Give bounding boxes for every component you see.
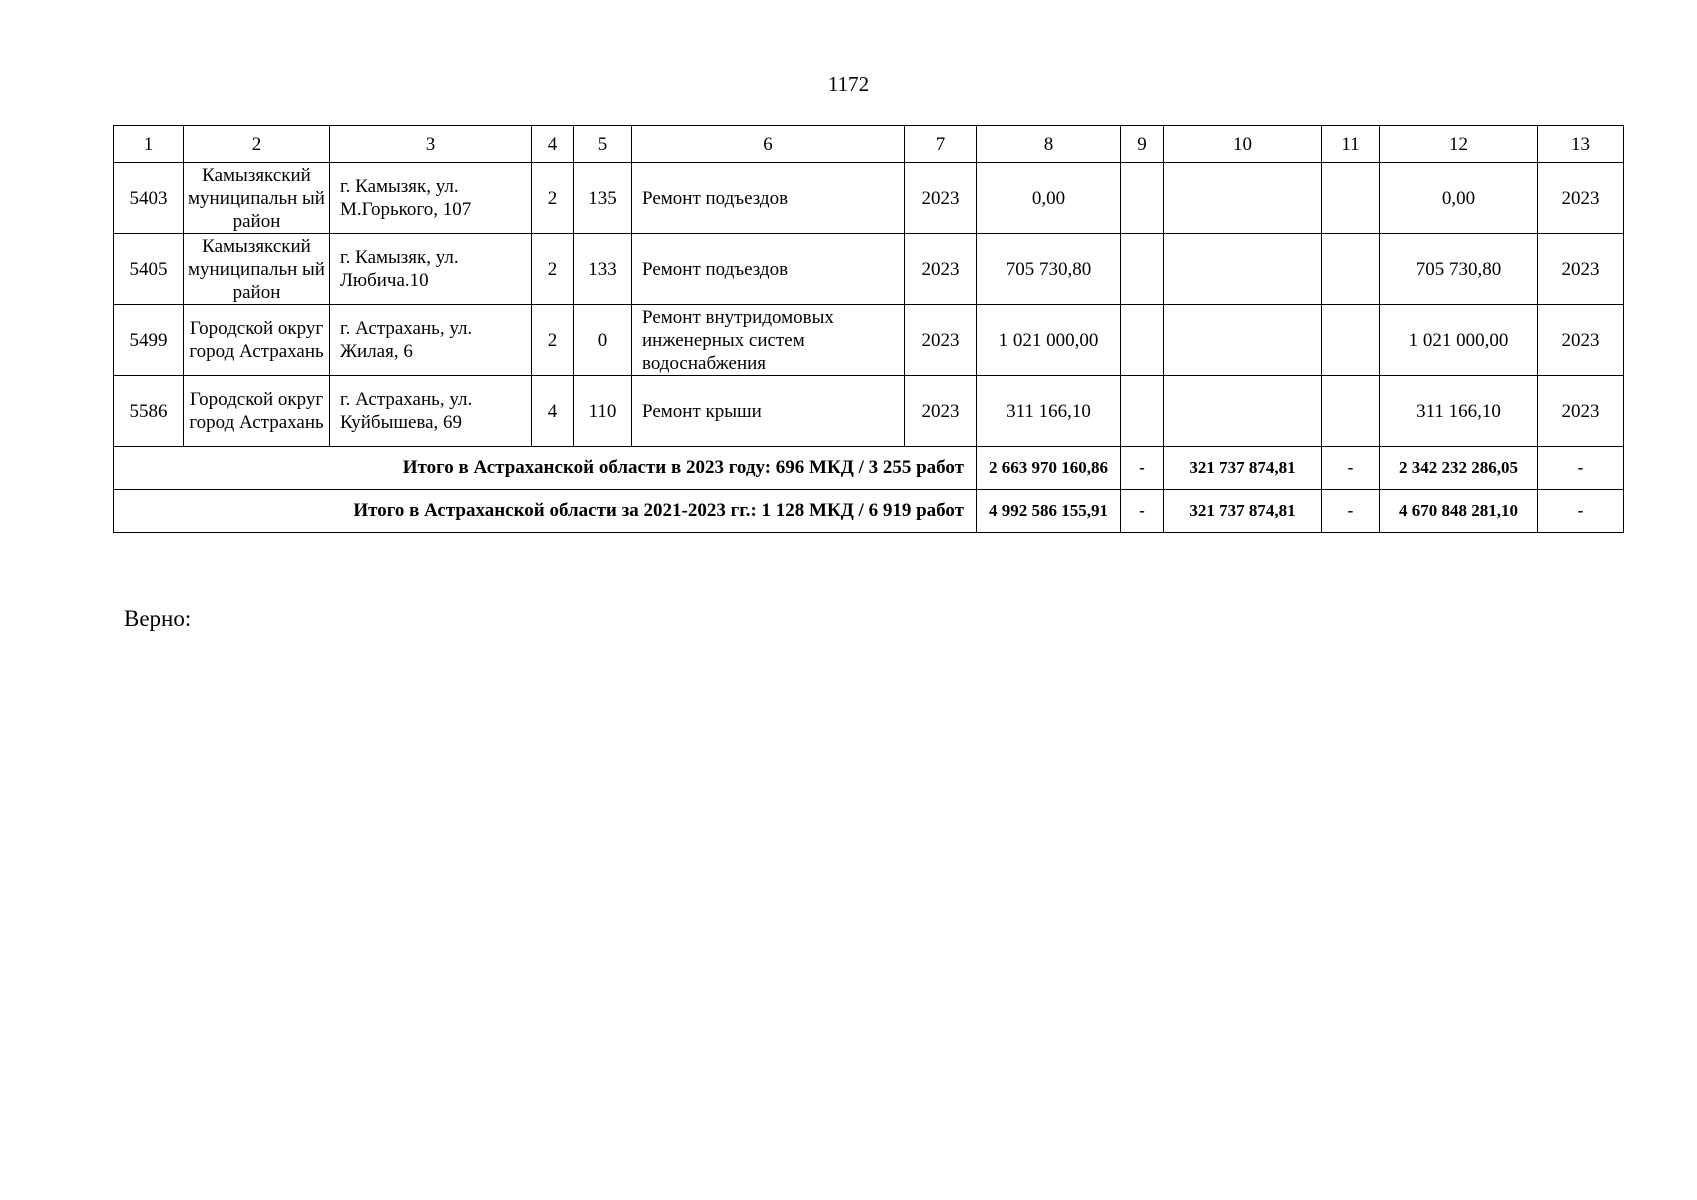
total-column-13-cell: - (1538, 447, 1624, 490)
column-number: 10 (1164, 126, 1322, 163)
address-cell: г. Камызяк, ул. М.Горького, 107 (330, 163, 532, 234)
year-cell: 2023 (905, 305, 977, 376)
municipality-cell: Камызякский муниципальн ый район (184, 234, 330, 305)
column-5-cell: 135 (574, 163, 632, 234)
column-10-cell (1164, 376, 1322, 447)
total-column-12-cell: 2 342 232 286,05 (1380, 447, 1538, 490)
municipality-cell: Городской округ город Астрахань (184, 376, 330, 447)
amount-cell: 0,00 (977, 163, 1121, 234)
totals-row (114, 490, 1624, 533)
totals-row (114, 447, 1624, 490)
column-10-cell (1164, 163, 1322, 234)
column-number: 6 (632, 126, 905, 163)
total-column-13-cell: - (1538, 490, 1624, 533)
total-amount-cell: 2 663 970 160,86 (977, 447, 1121, 490)
amount-cell: 311 166,10 (1380, 376, 1538, 447)
year-cell: 2023 (1538, 163, 1624, 234)
column-11-cell (1322, 163, 1380, 234)
year-cell: 2023 (1538, 234, 1624, 305)
amount-cell: 311 166,10 (977, 376, 1121, 447)
municipality-cell: Городской округ город Астрахань (184, 305, 330, 376)
table-body (114, 126, 1624, 533)
column-number: 7 (905, 126, 977, 163)
column-number: 4 (532, 126, 574, 163)
amount-cell: 705 730,80 (1380, 234, 1538, 305)
column-4-cell: 4 (532, 376, 574, 447)
year-cell: 2023 (905, 376, 977, 447)
amount-cell: 1 021 000,00 (1380, 305, 1538, 376)
year-cell: 2023 (1538, 305, 1624, 376)
total-column-11-cell: - (1322, 490, 1380, 533)
totals-label: Итого в Астраханской области в 2023 году: 696 МКД / 3 255 работ (114, 447, 977, 490)
verification-label: Верно: (124, 606, 192, 631)
address-cell: г. Астрахань, ул. Жилая, 6 (330, 305, 532, 376)
column-10-cell (1164, 234, 1322, 305)
work-type-cell: Ремонт крыши (632, 376, 905, 447)
total-column-9-cell: - (1121, 490, 1164, 533)
total-column-10-cell: 321 737 874,81 (1164, 447, 1322, 490)
column-4-cell: 2 (532, 305, 574, 376)
column-number: 2 (184, 126, 330, 163)
column-number: 3 (330, 126, 532, 163)
column-9-cell (1121, 376, 1164, 447)
total-column-11-cell: - (1322, 447, 1380, 490)
table-row (114, 376, 1624, 447)
column-number-row (114, 126, 1624, 163)
table-row (114, 234, 1624, 305)
table-row (114, 305, 1624, 376)
year-cell: 2023 (1538, 376, 1624, 447)
column-10-cell (1164, 305, 1322, 376)
address-cell: г. Астрахань, ул. Куйбышева, 69 (330, 376, 532, 447)
column-number: 11 (1322, 126, 1380, 163)
column-11-cell (1322, 376, 1380, 447)
column-number: 12 (1380, 126, 1538, 163)
column-number: 5 (574, 126, 632, 163)
year-cell: 2023 (905, 163, 977, 234)
page-number: 1172 (827, 72, 870, 96)
column-11-cell (1322, 234, 1380, 305)
column-9-cell (1121, 305, 1164, 376)
row-number-cell: 5403 (114, 163, 184, 234)
column-4-cell: 2 (532, 234, 574, 305)
work-type-cell: Ремонт внутридомовых инженерных систем водоснабжения (632, 305, 905, 376)
total-column-9-cell: - (1121, 447, 1164, 490)
total-column-12-cell: 4 670 848 281,10 (1380, 490, 1538, 533)
table-row (114, 163, 1624, 234)
column-5-cell: 133 (574, 234, 632, 305)
amount-cell: 705 730,80 (977, 234, 1121, 305)
works-table (113, 125, 1624, 533)
column-5-cell: 110 (574, 376, 632, 447)
totals-label: Итого в Астраханской области за 2021-2023 гг.: 1 128 МКД / 6 919 работ (114, 490, 977, 533)
row-number-cell: 5499 (114, 305, 184, 376)
column-5-cell: 0 (574, 305, 632, 376)
amount-cell: 1 021 000,00 (977, 305, 1121, 376)
total-amount-cell: 4 992 586 155,91 (977, 490, 1121, 533)
amount-cell: 0,00 (1380, 163, 1538, 234)
column-number: 8 (977, 126, 1121, 163)
total-column-10-cell: 321 737 874,81 (1164, 490, 1322, 533)
row-number-cell: 5586 (114, 376, 184, 447)
column-11-cell (1322, 305, 1380, 376)
column-4-cell: 2 (532, 163, 574, 234)
column-9-cell (1121, 163, 1164, 234)
work-type-cell: Ремонт подъездов (632, 234, 905, 305)
column-number: 13 (1538, 126, 1624, 163)
row-number-cell: 5405 (114, 234, 184, 305)
column-number: 9 (1121, 126, 1164, 163)
column-9-cell (1121, 234, 1164, 305)
work-type-cell: Ремонт подъездов (632, 163, 905, 234)
address-cell: г. Камызяк, ул. Любича.10 (330, 234, 532, 305)
municipality-cell: Камызякский муниципальн ый район (184, 163, 330, 234)
column-number: 1 (114, 126, 184, 163)
year-cell: 2023 (905, 234, 977, 305)
